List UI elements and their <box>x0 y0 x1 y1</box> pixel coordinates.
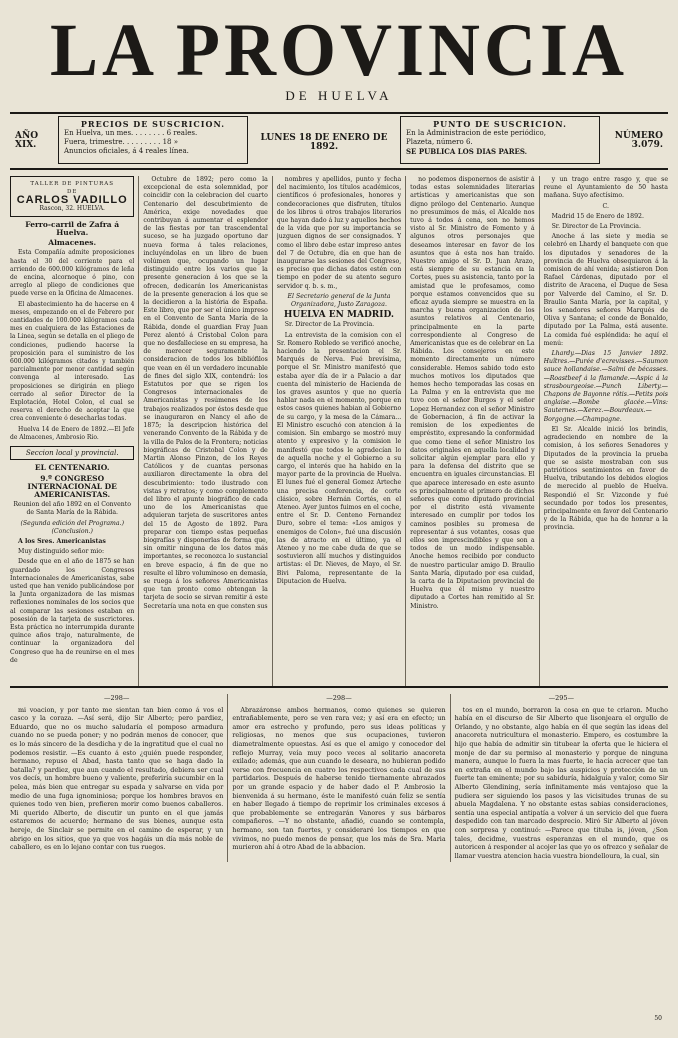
serial-text-2: Abrazáronse ambos hermanos, como quienes se quieren entrañablemente, pero se ven rara vez; y así era en efecto; un amor era estrecho y profundo, pero sus ideas políticas y religiosas, no menos que sus ocupaciones, tuvieron diametralmente opuestas. Así es que el amigo y conocedor del reflejo Murray, veía muy poco veces al solitario anacoreta exilado; además, que aun cuando le deseara, no hubieran podido verse con frecuencia en cuatro los respectivos cada cual de sus partidarios. Después de haberse tenido tiernamente abrazados por un grande espacio y de haber dado el P. Ambrosio la bienvenida á su hermano, éste le manifestó cuán feliz se sentía en haber llegado á tiempo de reprimir los criminales excesos á que probablemente se entregarán Vanores y sus bárbaros compañeros. —Y no obstante, añadió, cuando se contempla, hermano, son tan fuertes, y consideraré los tiempos en que vivimos, no puedo menos de pensar, que los más de Sra. Maria murieron ahí á otro Abad de la abbacion. <box>232 705 446 852</box>
rail-text: Esta Compañía admite proposiciones hasta el 30 del corriente para el arriendo de 600.000 kilógramos de leña de encina, alcornoque ó pino, con arreglo al pliego de condiciones que puede verse en la Oficina de Almacenes. <box>10 249 135 298</box>
session-note: (Segunda edición del Programa.) (Conclusion.) <box>20 519 124 535</box>
column-4 <box>410 176 534 686</box>
column-1 <box>10 176 134 686</box>
column-rule <box>450 694 451 862</box>
subscription-point-box <box>400 116 600 164</box>
dateline: Madrid 15 de Enero de 1892. <box>551 212 644 220</box>
greeting-2: Muy distinguido señor mio: <box>18 548 105 556</box>
punto-line: En la Administracion de este periódico, <box>406 129 546 137</box>
price-line: En Huelva, un mes. . . . . . . . 6 reales. <box>64 129 198 137</box>
director-address: Sr. Director de La Provincia. <box>284 321 375 329</box>
column-3-body: nombres y apellidos, punto y fecha del nacimiento, los títulos académicos, científicos ó profesionales, honores y condecoraciones que disfruten, títulos de los libros ú otros trabajos literarios que hayan dado á luz y aquellos hechos de la vida que por su importancia se juzguen dignos de ser consignados. Y como el libro debe estar impreso antes del 7 de Octubre, día en que han de inaugurarse las sesiones del Congreso, es preciso que dichas datos estén con tiempo en poder de su atento seguro servidor q. b. s. m., <box>276 176 402 290</box>
congress-title: 9.º CONGRESO INTERNACIONAL DE AMERICANISTAS. <box>27 473 117 499</box>
column-4-body: no podemos disponernos de asistir á todas estas solemnidades literarias artísticas y americanistas que son digno prólogo del Centenario. Aunque no presumimos de más, el Alcalde nos tuvo á todos á cena, son no hemos visto al Sr. Ministro de Fomento y á algunos otros personajes que deseamos interesar en favor de los asuntos que á esta nos han traído. Nuestro amigo el Sr. D. Juan Arazo, está siempre de su estancia en la Cortes, pues su asistencia, tanto por la amistad que le profesamos, como porque estamos convencidos que su eficaz ayuda siempre se muestra en la marcha y buena organizacion de los asuntos relativos al Centenario, principalmente en la parte correspondiente al Congreso de Americanistas que es de celebrar en La Rábida. Los consejeros en este momento directamente un número considerable. Hemos sabido todo esto muchos motivos los diputados que hemos hecho temporadas las cosas en La Palma y en la entrevista que me tuvo con el señor Burgos y el señor Lopez Hernandez con el señor Ministro de Gobernacion, á fin de activar la remision de los expedientes de empréstito, expresando la conformidad que como tiene el señor Ministro los datos originales en aquella localidad y solicitar algún ejemplar para ello y para la defensa del distrito que se encuentra en iguales circunstancias. El que aparece interesado en este asunto es principalmente el primero de dichos señores que como diputado provincial por el distrito está vivamente interesado en cumplir por todos los caminos posibles su promesa de representar á sus votantes, cosas que ellos son imprescindibles y que son a todos de un modo indispensable. Anoche hemos recibido por conducto de nuestro particular amigo D. Braulio Santa María, diputado por esa cuidad, la carta de la Diputacion provincial de Huelva que él mismo y nuestro diputado a Cortes han remitido al Sr. Ministro. <box>410 176 535 610</box>
ad-top: TALLER DE PINTURAS <box>30 181 114 187</box>
punto-line: Plazeta, número 6. <box>406 138 473 146</box>
banquet-menu: Lhardy.—Dias 15 Janvier 1892. Huîtres.—Purée d'ecrevisses.—Saumon sauce hollandaise.—Salmi de bécasses.—Roastbeef á la flamande.—Aspic á la strasbourgeoise.—Punch Liberty.—Chapons de Bayonne rôtis.—Petits pois anglaise.—Bombe glacée.—Vins: Sauternes.—Xerez.—Bourdeaux.—Borgogne.—Champagne. <box>543 350 668 423</box>
newspaper-page <box>10 8 668 1026</box>
column-5-body-3: El Sr. Alcalde inició los brindis, agradeciendo en nombre de la comision, á los señores Senadores y Diputados de la provincia la prueba que se asiste mostraban con sus patrióticos sentimientos en favor de Huelva, tributando los debidos elogios de merecido al pueblo de Huelva. Respondió el Sr. Vizconde y fué secundado por todos los presentes, principalmente en favor del Centenario y de la Rábida, que ha de honrar a la provincia. <box>543 425 668 532</box>
price-line: Anuncios oficiales, á 4 reales línea. <box>64 147 189 155</box>
column-3-body-2: La entrevista de la comision con el Sr. Romero Robledo se verificó anoche, haciendo la presentacion el Sr. Marqués de Nerva. Fué brevísima, porque el Sr. Ministro manifestó que estaba ayer día de ir a Palacio a dar cuenta del ministerio de Hacienda de los graves asuntos y que no quería hablar nada en el momento, porque en estos casos quienes habian al Gobierno de su cargo, y la mesa de la Cámara... El Ministro escuchó con atencion á la comision. Sin embargo se mostró muy atento y expresivo y la comision le manifestó que todos le agradecían lo de aquella noche y el Gobierno a su cargo, el interés que ha habido en la mayor parte de la provincia de Huelva. El lunes fué el general Gomez Arteche una precisa conferencia, de corte clásico, sobre Hernán Cortés, en el Ateneo. Ayer juntos fuimos en el coche, entre el Sr. D. Centeno Fernandez Duro, sobre el tema: «Los amigos y enemigos de Colon», fué una discusión las de atracto en el último, ya el Ateneo y no me cabe duda de que se sostuvieron allí muchos y distinguidos artistas: el Dr. Nieves, de Mayo, el Sr. Bivi Paloma, representante de la Diputacion de Huelva. <box>276 331 402 585</box>
column-2-body: Octubre de 1892; pero como la excepcional de esta solemnidad, por coincidir con la celebracion del cuarto Centenario del descubrimiento de América, exige novedades que contribuyan á aumentar el esplendor de las fiestas por tan trascendental suceso, se ha juzgado oportuno dar nueva forma á tales relaciones, incluyéndolas en un libro de buen volúmen que, ocupando un lugar distinguido entre los varios que la presente generacion á los que se la ofrecen, dedicarán los Americanistas de la presente generacion á los que se la decidieron a la história de España. Este libro, que por ser el único impreso en el Convento de Santa María de la Rábida, donde el guardian Fray Juan Perez alentó á Cristobal Colon para que no desfalleciese en su empresa, ha de merecer seguramente la consideracion de todos los bibliófilos que vean en él un verdadero incunable de fines del siglo XIX, contendrá: los Estatutos por que se rigen los Congresos internacionales de Americanistas y resúmenes de los trabajos realizados por éstos desde que se inauguraron en Nancy el año de 1875; la descripcion histórica del venerando Convento de la Rábida y de la villa de Palos de la Frontera; noticias biográficas de Cristobal Colon y de Martin Alonso Pinzon, de los Reyes Católicos y de cuantas personas auxiliaron directamente la obra del descubrimiento: todo ilustrado con vistas y retratos; y como complemento del libro el apunte biográfico de cada uno de los Americanistas que adquieran tarjeta de suscritores antes del 15 de Agosto de 1892. Para preparar con tiempo estas pequeñas biografías y disponerlas de forma que, sin omitir ninguna de los datos más importantes, se reconozca lo sustancial en breve espacio, á fin de que no resulte el libro voluminoso en demasía, se ruega á los señores Americanistas que tan pronto como obtengan la tarjeta de socio se sirvan remitir á este Secretaría una nota en que consten sus <box>143 176 268 610</box>
issue-number: NÚMERO 3.079. <box>614 131 663 150</box>
newspaper-subtitle: DE HUELVA <box>285 88 393 103</box>
column-rule <box>272 176 273 686</box>
serial-column-3 <box>455 694 668 862</box>
ad-name: CARLOS VADILLO <box>16 194 128 207</box>
front-columns <box>10 176 668 688</box>
serial-text-3: tos en el mundo, borraron la cosa en que te criaron. Mucho había en el discurso de Sir Alberto que lisonjeara el orgullo de Orlando, y no obstante, algo había en él que según las ideas del anacoreta nutricultura el monasterio. Empero, es costumbre la hijo que había de admitir sin titubear la oferta que le hiciera el monje de dar su permiso al monasterio y porque de ninguna manera, aunque lo fuera la mas fuerte, le hacía acrecer que tan en extraña en el mundo bajo las auspicios y protección de un fuerte tan eminente; por su sabiduría, hidalguía y valor, como Sir Alberto Glendining, sería infinitamente más ventajoso que la pudiera ser siguiendo los pasos y las vicisitudes trunas de su abuela Magdalena. Y no obstante estas sabias consideraciones, sentía una especial antipatía a volver á un servicio del que fuera despedido con tan marcado desprecio. Miró Sir Alberto al jóven con sorpresa y continuó: —Parece que tituba is, jóven, ¿Son tales, decidme, vuestras esperanzas en el mundo, que os autoricen á responder al acojer las que yo os ofrezco y señalar de llamar vuestra atencion hacia vuestra biondelloura, la cual, sin <box>454 705 668 860</box>
prices-header: PRECIOS DE SUSCRICION. <box>80 119 226 129</box>
session-line: Reunion del año 1892 en el Convento de Santa María de la Rábida. <box>13 501 132 517</box>
ad-de: DE <box>66 189 78 196</box>
paint-shop-ad <box>10 176 134 217</box>
column-rule <box>539 176 540 686</box>
secretary-signature: El Secretario general de la Junta Organizadora, Justo Zaragoza. <box>287 292 391 309</box>
punto-line: SE PUBLICA LOS DIAS PARES. <box>406 147 528 156</box>
column-2 <box>143 176 267 686</box>
column-5-body-2: Anoche á las siete y media se celebró en Lhardy el banquete con que los diputados y senadores de la provincia de Huelva obsequiaron á la comision de ahí venida; asistieron Don Rafael Cárdenas, diputado por el distrito de Aracena, el Duque de Sesa por Valverde del Camino, el Sr. D. Braulio Santa María, por la capital, y los senadores señores Marqués de Oliva y Santana; el conde de Bonaldo, diputado por La Palma, está ausente. La comida fué espléndida: he aquí el menú: <box>543 233 668 347</box>
serial-text-1: mi voacion, y por tanto me sientan tan bien como á vos el casco y la coraza. —Así será, dijo Sir Alberto; pero pardiez, Eduardo, que no os mucho saludaría el pomposo armadura cuando no se pueda poner; y no podrán menos de conocer, que es lo más sincero de la desdicha y de la ingratitud que el cual no podemos resistir. —Es cuanto á esto ¿quién puede responder, hermano, repuso el Abad, hasta tanto que se haga dado la batalla? y pardiez, que aun cuando el resultado, debiera ser cual vos decís, un hombre bueno y valiente, preferiría sucumbir en la pelea, más bien que entregar su espada y salvarse en vida por medio de una fuga ignominiosa; porque los hombres bravos en quienes todo ven bien, prefieren morir como buenos caballeros. Mi querido Alberto, de discutir un punto en el que jamás estaremos de acuerdo; hermano de sus bienes, aunque esta hereje, de Sinclair se permite en el camino de esperar, y un abrigo en los sitios, que ya que vos hagáis un día más noble de caballero, es en lo lejano contar con tus ruegos. <box>10 705 224 852</box>
rail-title: Ferro-carril de Zafra á Huelva. <box>25 219 120 238</box>
issue-date: LUNES 18 DE ENERO DE 1892. <box>260 133 388 152</box>
rail-signature: Huelva 14 de Enero de 1892.—El Jefe de Almacenes, Ambrosio Rio. <box>10 425 135 441</box>
column-rule <box>405 176 406 686</box>
column-rule <box>138 176 139 686</box>
year-label: AÑO XIX. <box>15 131 39 150</box>
ad-address: Rascon, 32. HUELVA. <box>39 204 105 212</box>
page-number: —298— <box>326 694 352 702</box>
punto-header: PUNTO DE SUSCRICION. <box>433 119 567 129</box>
page-number: —295— <box>548 694 575 702</box>
serial-column-1 <box>10 694 223 862</box>
column-rule <box>227 694 228 862</box>
newspaper-title: LA PROVINCIA <box>49 8 629 93</box>
serial-column-2 <box>232 694 445 862</box>
column-3 <box>277 176 401 686</box>
director-address-2: Sr. Director de La Provincia. <box>551 223 641 231</box>
column-5-body: y un trago entre rasgo y, que se reune el Ayuntamiento de 50 hasta mañana. Suyo afectísimo. <box>543 176 668 200</box>
price-line: Fuera, trimestre. . . . . . . . . 18 » <box>64 138 179 146</box>
rail-text-2: El abastecimiento ha de hacerse en 4 meses, empezando en el de Febrero por cantidades de 100.000 kilógramos cada mes en cualquiera de las Estaciones de la Linea, según se detalla en el pliego de condiciones, pudiendo hacerse la proposición para el suministro de los 600.000 kilógramos citados y también parcialmente por menor cantidad según convenga al interesado. Las proposiciones se dirigirán en pliego cerrado al señor Director de la Explotación, Hotel Colon, el cual se reserva el derecho de aceptar la que crea conveniente ó desecharlas todas. <box>10 300 135 423</box>
column-1-body: Desde que en el año de 1875 se han guardado los Congresos Internacionales de Americanistas, sabe usted que han venido publicándose por la Junta organizadora de las mismas reflexiones nominales de los socios que al comparar las sesiones estaban en posesión de la tarjeta de suscrictores. Esta práctica no interrumpida durante quince años trajo, naturalmente, de continuar la organizadora del Congreso que ha de reunirse en el mes de <box>10 558 135 664</box>
masthead <box>10 8 668 104</box>
page-number: —298— <box>103 694 130 702</box>
local-section-box: Seccion local y provincial. <box>10 446 134 460</box>
prices-box <box>58 116 248 164</box>
column-5 <box>544 176 668 686</box>
letter-sign: C. <box>602 202 610 210</box>
rail-subtitle: Almacenes. <box>48 238 97 248</box>
section-title: EL CENTENARIO. <box>34 463 110 473</box>
sheet-number: 50 <box>654 1015 662 1022</box>
greeting: A los Sres. Americanistas <box>18 537 106 545</box>
serial-section <box>10 694 668 862</box>
huelva-madrid-title: HUELVA EN MADRID. <box>283 310 395 321</box>
info-bar <box>10 112 668 170</box>
